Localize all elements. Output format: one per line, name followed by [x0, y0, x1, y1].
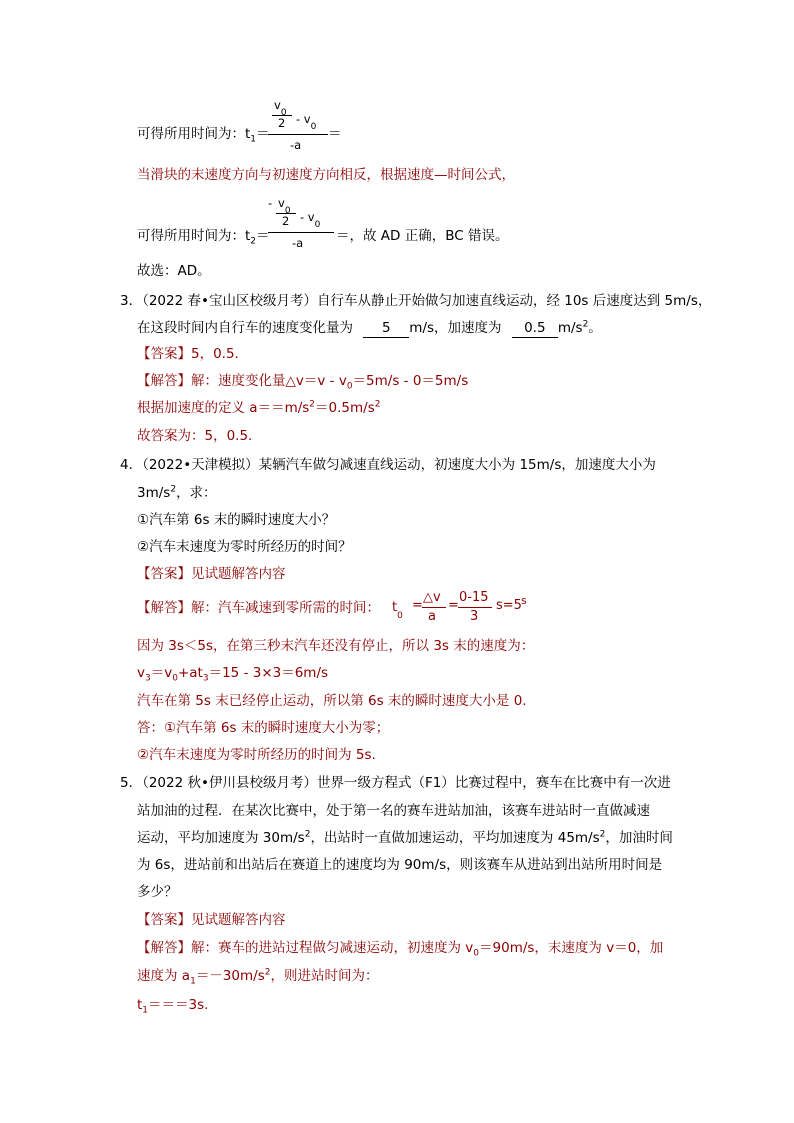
q5-solution-line2: 速度为 $a_1=-30m/s^2$，则进站时间为： [137, 967, 379, 987]
q4-solution-line3: $v_3=v_0+at_3=15 - 3\times 3=6m/s$ [137, 665, 329, 684]
q3-stem-line1: 3．（2022 春•宝山区校级月考）自行车从静止开始做匀加速直线运动，经 10s 后速度达到 5m/s， [120, 293, 712, 309]
t1-eq2: ＝ [328, 126, 342, 142]
q3-answer: 【答案】5，0.5. [137, 346, 239, 362]
q4-solution-line5: 答：①汽车第 6s 末的瞬时速度大小为零； [137, 720, 390, 736]
q4-solution-line2: 因为 3s＜5s，在第三秒末汽车还没有停止，所以 3s 末的速度为： [137, 638, 535, 654]
q4-item1: ①汽车第 6s 末的瞬时速度大小？ [137, 512, 336, 528]
frac-den: -a [292, 236, 304, 250]
frac-two: 2 [278, 116, 286, 130]
text-line: 当滑块的末速度方向与初速度方向相反，根据速度—时间公式， [137, 167, 515, 183]
frac-minus-v: - $v_0$ [300, 210, 321, 231]
frac-den: -a [290, 138, 302, 152]
choose-line: 故选：AD。 [137, 263, 211, 279]
t2-after: ＝，故 AD 正确，BC 错误。 [336, 228, 509, 244]
frac-minus-v: - $v_0$ [296, 112, 317, 133]
q4-stem-line2: $3m/s^2$，求： [137, 484, 217, 501]
fraction-t0: $t_0$ = △v a = 0-15 3 s=5 s [392, 590, 527, 624]
q5-stem-line1: 5．（2022 秋•伊川县校级月考）世界一级方程式（F1）比赛过程中，赛车在比赛中有一次进 [120, 775, 671, 791]
q5-stem-line4: 为 6s，进站前和出站后在赛道上的速度均为 90m/s，则该赛车从进站到出站所用时间是 [137, 857, 663, 873]
q5-answer: 【答案】见试题解答内容 [137, 912, 286, 928]
frac-num-top: $v_0$ [278, 196, 291, 217]
q4-solution-line6: ②汽车末速度为零时所经历的时间为 5s. [137, 747, 376, 763]
frac-two: 2 [282, 214, 290, 228]
q3-solution-line3: 故答案为：5，0.5. [137, 428, 253, 444]
q5-stem-line3: 运动，平均加速度为 $30m/s^2$，出站时一直做加速运动，平均加速度为 $45m/s^2$，加油时间 [137, 829, 673, 846]
q5-solution-line1: 【解答】解：赛车的进站过程做匀减速运动，初速度为 $v_0=90m/s$，末速度为 v＝0，加 [137, 940, 664, 959]
t1-line: 可得所用时间为：$t_1=$ [137, 126, 270, 145]
frac-num-top: $v_0$ [274, 98, 287, 119]
q4-stem-line1: 4．（2022•天津模拟）某辆汽车做匀减速直线运动，初速度大小为 15m/s，加速度大小为 [120, 457, 656, 473]
q4-solution-line4: 汽车在第 5s 末已经停止运动，所以第 6s 末的瞬时速度大小是 0. [137, 693, 527, 709]
q5-stem-line2: 站加油的过程．在某次比赛中，处于第一名的赛车进站加油，该赛车进站时一直做减速 [137, 803, 650, 819]
q4-item2: ②汽车末速度为零时所经历的时间？ [137, 539, 352, 555]
q5-stem-line5: 多少？ [137, 884, 178, 900]
t2-line: 可得所用时间为：$t_2=$ [137, 228, 270, 247]
blank-answer: 0.5 [512, 319, 558, 338]
q3-stem-line2: 在这段时间内自行车的速度变化量为 5 m/s，加速度为 0.5 $m/s^2$。 [137, 319, 602, 336]
q4-answer: 【答案】见试题解答内容 [137, 566, 286, 582]
blank-answer: 5 [363, 319, 409, 338]
q3-solution-line2: 根据加速度的定义 $a==m/s^2=0.5m/s^2$ [137, 399, 381, 416]
frac-neg: - [268, 196, 273, 210]
q3-solution-line1: 【解答】解：速度变化量△v＝v - $v_0=5m/s - 0=5m/s$ [137, 373, 469, 392]
q4-solution-line1: 【解答】解：汽车减速到零所需的时间： [137, 600, 380, 616]
q5-solution-line3: $t_1===3s$. [137, 997, 209, 1016]
